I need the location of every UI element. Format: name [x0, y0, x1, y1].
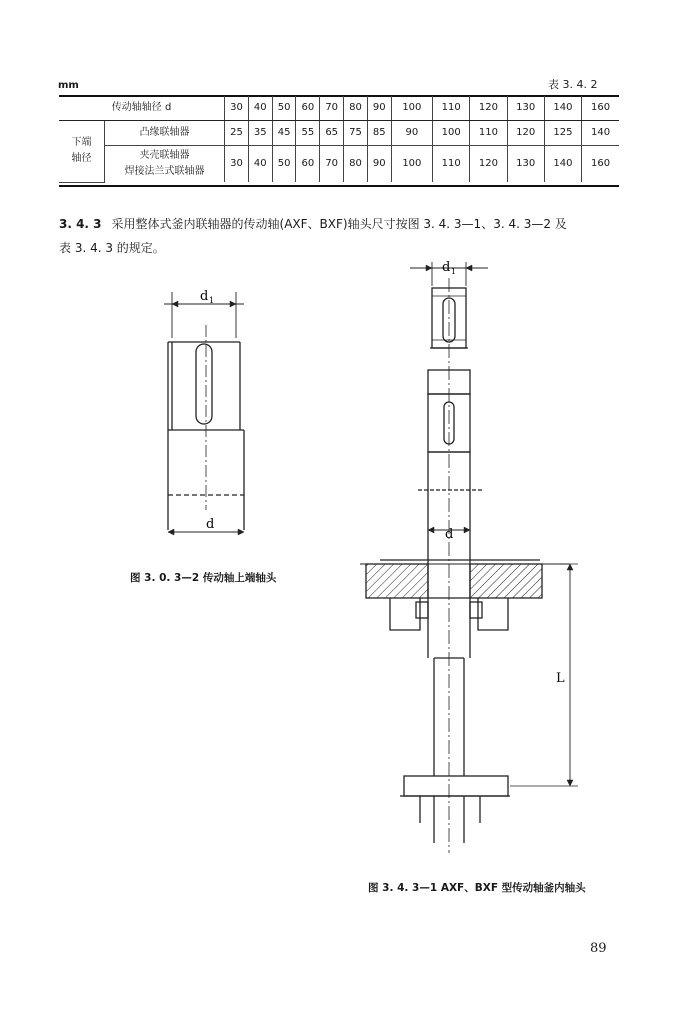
table-cell: 130 — [507, 146, 544, 183]
table-row — [59, 96, 619, 121]
table-cell: 25 — [225, 121, 249, 146]
table-cell: 30 — [225, 96, 249, 121]
table-cell: 50 — [272, 96, 296, 121]
row-label-shaft-diameter: 传动轴轴径 d — [59, 96, 225, 121]
table-row — [59, 121, 619, 146]
table-cell: 75 — [344, 121, 368, 146]
shaft-diameter-table — [59, 96, 619, 183]
section-text-line-2: 表 3. 4. 3 的规定。 — [59, 241, 165, 255]
table-cell: 120 — [470, 96, 507, 121]
fig1-label-d: d — [445, 527, 454, 542]
table-cell: 110 — [433, 96, 470, 121]
table-cell: 120 — [470, 146, 507, 183]
fig1-label-d1-sub: 1 — [451, 267, 457, 276]
table-cell: 55 — [296, 121, 320, 146]
table-bottom-rule — [59, 185, 619, 187]
upper-shaft-end-drawing — [150, 280, 270, 550]
table-cell: 140 — [544, 96, 581, 121]
section-number: 3. 4. 3 — [59, 217, 102, 231]
table-cell: 50 — [272, 146, 296, 183]
fig2-label-d: d — [206, 517, 215, 532]
table-caption: 表 3. 4. 2 — [548, 78, 598, 91]
table-cell: 130 — [507, 96, 544, 121]
table-cell: 140 — [582, 121, 619, 146]
table-cell: 45 — [272, 121, 296, 146]
page-number: 89 — [590, 941, 607, 956]
table-cell: 60 — [296, 146, 320, 183]
group-label-lower-diameter: 下端 轴径 — [59, 121, 105, 183]
table-cell: 110 — [470, 121, 507, 146]
figure2-caption: 图 3. 0. 3—2 传动轴上端轴头 — [130, 572, 277, 584]
table-cell: 30 — [225, 146, 249, 183]
table-cell: 80 — [344, 146, 368, 183]
unit-label: mm — [58, 80, 79, 91]
section-paragraph — [59, 212, 629, 260]
row-label-flange-coupling: 凸缘联轴器 — [105, 121, 225, 146]
table-cell: 65 — [320, 121, 344, 146]
table-cell: 110 — [433, 146, 470, 183]
table-cell: 40 — [248, 96, 272, 121]
table-row — [59, 146, 619, 183]
table-cell: 100 — [391, 96, 432, 121]
fig2-label-d1-sub: 1 — [209, 296, 215, 305]
table-cell: 35 — [248, 121, 272, 146]
table-cell: 40 — [248, 146, 272, 183]
fig1-label-L: L — [556, 671, 565, 686]
table-cell: 60 — [296, 96, 320, 121]
table-cell: 140 — [544, 146, 581, 183]
fig2-label-d1: d — [200, 289, 209, 304]
table-cell: 90 — [367, 96, 391, 121]
table-cell: 160 — [582, 96, 619, 121]
table-cell: 90 — [391, 121, 432, 146]
figure1-caption: 图 3. 4. 3—1 AXF、BXF 型传动轴釜内轴头 — [368, 882, 586, 894]
table-cell: 120 — [507, 121, 544, 146]
table-cell: 90 — [367, 146, 391, 183]
table-cell: 70 — [320, 146, 344, 183]
table-cell: 100 — [433, 121, 470, 146]
section-text-line-1: 采用整体式釜内联轴器的传动轴(AXF、BXF)轴头尺寸按图 3. 4. 3—1、3. 4. 3—2 及 — [111, 217, 567, 231]
in-vessel-shaft-drawing — [360, 258, 580, 858]
table-cell: 100 — [391, 146, 432, 183]
table-cell: 160 — [582, 146, 619, 183]
fig1-label-d1: d — [442, 260, 451, 275]
table-cell: 80 — [344, 96, 368, 121]
table-cell: 70 — [320, 96, 344, 121]
table-cell: 125 — [544, 121, 581, 146]
row-label-clamp-coupling: 夹壳联轴器 焊接法兰式联轴器 — [105, 146, 225, 183]
table-cell: 85 — [367, 121, 391, 146]
